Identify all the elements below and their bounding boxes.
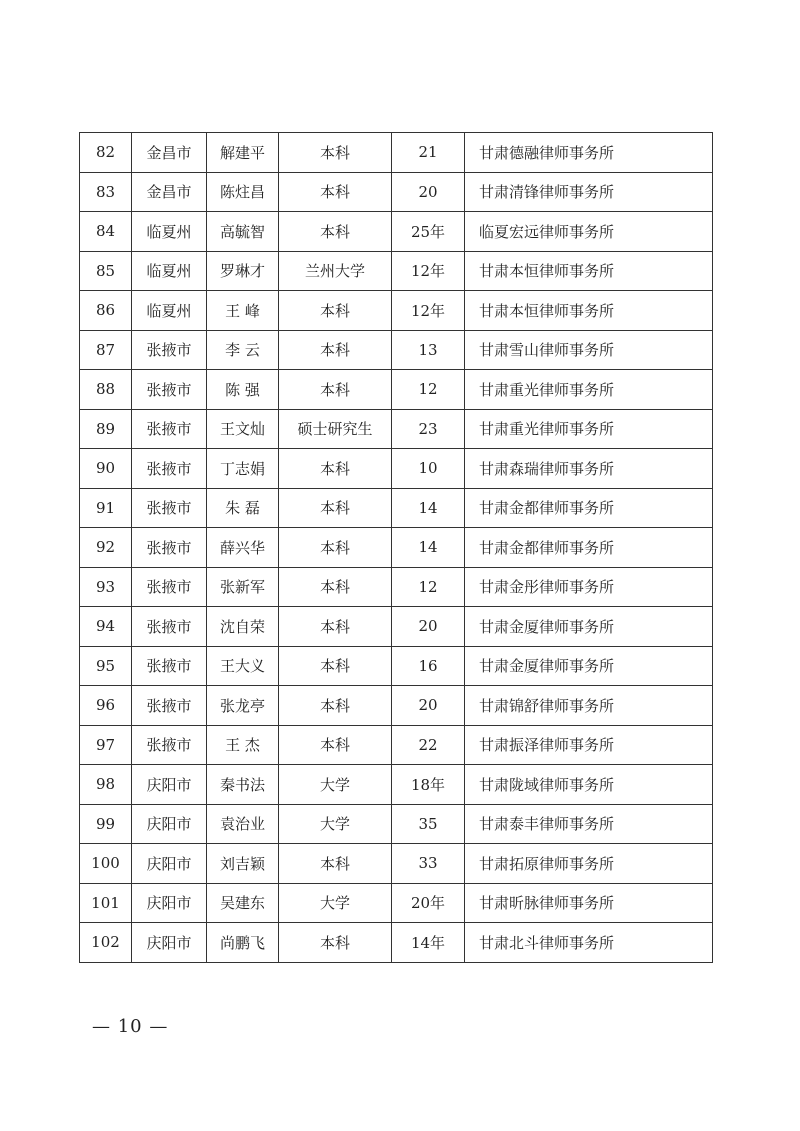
cell-law-firm: 甘肃金都律师事务所: [465, 488, 713, 528]
roster-table-body: [80, 133, 713, 963]
cell-education: 大学: [279, 883, 392, 923]
cell-years-practice: 25年: [392, 212, 465, 252]
cell-number: 91: [80, 488, 132, 528]
cell-city: 庆阳市: [132, 804, 207, 844]
cell-number: 92: [80, 528, 132, 568]
table-row: [80, 251, 713, 291]
cell-education: 本科: [279, 449, 392, 489]
cell-lawyer-name: 沈自荣: [207, 607, 279, 647]
cell-city: 临夏州: [132, 212, 207, 252]
cell-lawyer-name: 薛兴华: [207, 528, 279, 568]
cell-law-firm: 甘肃拓原律师事务所: [465, 844, 713, 884]
cell-years-practice: 20: [392, 607, 465, 647]
table-row: [80, 212, 713, 252]
cell-number: 88: [80, 370, 132, 410]
cell-city: 临夏州: [132, 291, 207, 331]
cell-education: 本科: [279, 330, 392, 370]
cell-years-practice: 23: [392, 409, 465, 449]
cell-years-practice: 33: [392, 844, 465, 884]
cell-education: 本科: [279, 567, 392, 607]
table-row: [80, 686, 713, 726]
cell-years-practice: 12年: [392, 251, 465, 291]
cell-law-firm: 甘肃金厦律师事务所: [465, 646, 713, 686]
cell-lawyer-name: 丁志娟: [207, 449, 279, 489]
cell-lawyer-name: 袁治业: [207, 804, 279, 844]
table-row: [80, 449, 713, 489]
cell-lawyer-name: 尚鹏飞: [207, 923, 279, 963]
cell-number: 100: [80, 844, 132, 884]
table-row: [80, 883, 713, 923]
cell-education: 本科: [279, 844, 392, 884]
cell-number: 83: [80, 172, 132, 212]
cell-law-firm: 甘肃重光律师事务所: [465, 409, 713, 449]
cell-law-firm: 甘肃森瑞律师事务所: [465, 449, 713, 489]
cell-lawyer-name: 王 峰: [207, 291, 279, 331]
cell-years-practice: 20年: [392, 883, 465, 923]
cell-education: 大学: [279, 804, 392, 844]
cell-education: 本科: [279, 212, 392, 252]
cell-education: 硕士研究生: [279, 409, 392, 449]
cell-number: 84: [80, 212, 132, 252]
cell-lawyer-name: 王 杰: [207, 725, 279, 765]
cell-lawyer-name: 罗琳才: [207, 251, 279, 291]
cell-education: 本科: [279, 488, 392, 528]
cell-lawyer-name: 解建平: [207, 133, 279, 173]
cell-years-practice: 20: [392, 686, 465, 726]
cell-number: 94: [80, 607, 132, 647]
cell-law-firm: 甘肃金都律师事务所: [465, 528, 713, 568]
cell-number: 96: [80, 686, 132, 726]
table-row: [80, 330, 713, 370]
cell-law-firm: 甘肃金彤律师事务所: [465, 567, 713, 607]
cell-education: 本科: [279, 370, 392, 410]
cell-education: 本科: [279, 133, 392, 173]
cell-years-practice: 12年: [392, 291, 465, 331]
cell-city: 张掖市: [132, 646, 207, 686]
cell-years-practice: 12: [392, 567, 465, 607]
cell-years-practice: 22: [392, 725, 465, 765]
cell-education: 本科: [279, 646, 392, 686]
cell-lawyer-name: 张龙亭: [207, 686, 279, 726]
table-row: [80, 133, 713, 173]
table-row: [80, 765, 713, 805]
table-row: [80, 528, 713, 568]
cell-city: 庆阳市: [132, 765, 207, 805]
cell-law-firm: 甘肃本恒律师事务所: [465, 291, 713, 331]
cell-number: 93: [80, 567, 132, 607]
cell-lawyer-name: 王文灿: [207, 409, 279, 449]
table-row: [80, 488, 713, 528]
cell-number: 86: [80, 291, 132, 331]
cell-lawyer-name: 刘吉颖: [207, 844, 279, 884]
cell-education: 本科: [279, 291, 392, 331]
cell-law-firm: 甘肃金厦律师事务所: [465, 607, 713, 647]
cell-city: 张掖市: [132, 725, 207, 765]
cell-years-practice: 35: [392, 804, 465, 844]
cell-years-practice: 13: [392, 330, 465, 370]
cell-law-firm: 甘肃振泽律师事务所: [465, 725, 713, 765]
cell-number: 95: [80, 646, 132, 686]
cell-law-firm: 甘肃昕脉律师事务所: [465, 883, 713, 923]
cell-lawyer-name: 李 云: [207, 330, 279, 370]
cell-number: 97: [80, 725, 132, 765]
cell-law-firm: 甘肃雪山律师事务所: [465, 330, 713, 370]
table-row: [80, 804, 713, 844]
cell-education: 本科: [279, 528, 392, 568]
cell-number: 89: [80, 409, 132, 449]
cell-city: 庆阳市: [132, 844, 207, 884]
cell-city: 庆阳市: [132, 883, 207, 923]
cell-city: 张掖市: [132, 370, 207, 410]
cell-city: 张掖市: [132, 449, 207, 489]
cell-city: 金昌市: [132, 133, 207, 173]
table-row: [80, 567, 713, 607]
cell-years-practice: 14: [392, 488, 465, 528]
table-row: [80, 725, 713, 765]
lawyer-roster-table: [79, 132, 713, 963]
cell-lawyer-name: 秦书法: [207, 765, 279, 805]
table-row: [80, 370, 713, 410]
cell-years-practice: 21: [392, 133, 465, 173]
cell-city: 张掖市: [132, 607, 207, 647]
cell-years-practice: 10: [392, 449, 465, 489]
cell-city: 金昌市: [132, 172, 207, 212]
cell-education: 兰州大学: [279, 251, 392, 291]
cell-years-practice: 16: [392, 646, 465, 686]
cell-number: 99: [80, 804, 132, 844]
cell-years-practice: 20: [392, 172, 465, 212]
cell-years-practice: 14: [392, 528, 465, 568]
cell-number: 82: [80, 133, 132, 173]
cell-city: 张掖市: [132, 567, 207, 607]
cell-city: 张掖市: [132, 528, 207, 568]
cell-city: 庆阳市: [132, 923, 207, 963]
cell-number: 101: [80, 883, 132, 923]
cell-years-practice: 18年: [392, 765, 465, 805]
cell-lawyer-name: 陈 强: [207, 370, 279, 410]
table-row: [80, 923, 713, 963]
cell-number: 85: [80, 251, 132, 291]
cell-number: 102: [80, 923, 132, 963]
cell-city: 张掖市: [132, 330, 207, 370]
cell-lawyer-name: 王大义: [207, 646, 279, 686]
cell-years-practice: 12: [392, 370, 465, 410]
cell-education: 本科: [279, 923, 392, 963]
cell-number: 98: [80, 765, 132, 805]
cell-lawyer-name: 吴建东: [207, 883, 279, 923]
cell-lawyer-name: 张新军: [207, 567, 279, 607]
cell-lawyer-name: 高毓智: [207, 212, 279, 252]
cell-education: 本科: [279, 607, 392, 647]
cell-education: 本科: [279, 686, 392, 726]
cell-number: 87: [80, 330, 132, 370]
cell-law-firm: 甘肃锦舒律师事务所: [465, 686, 713, 726]
table-row: [80, 291, 713, 331]
cell-law-firm: 甘肃陇域律师事务所: [465, 765, 713, 805]
cell-lawyer-name: 朱 磊: [207, 488, 279, 528]
cell-number: 90: [80, 449, 132, 489]
table-row: [80, 172, 713, 212]
table-row: [80, 607, 713, 647]
cell-law-firm: 甘肃清锋律师事务所: [465, 172, 713, 212]
cell-law-firm: 甘肃重光律师事务所: [465, 370, 713, 410]
cell-law-firm: 甘肃泰丰律师事务所: [465, 804, 713, 844]
cell-education: 本科: [279, 725, 392, 765]
page-number: — 10 —: [92, 1016, 169, 1037]
cell-city: 张掖市: [132, 686, 207, 726]
cell-law-firm: 甘肃德融律师事务所: [465, 133, 713, 173]
cell-education: 本科: [279, 172, 392, 212]
cell-years-practice: 14年: [392, 923, 465, 963]
cell-law-firm: 甘肃本恒律师事务所: [465, 251, 713, 291]
cell-law-firm: 甘肃北斗律师事务所: [465, 923, 713, 963]
cell-lawyer-name: 陈炷昌: [207, 172, 279, 212]
table-row: [80, 844, 713, 884]
table-row: [80, 646, 713, 686]
table-row: [80, 409, 713, 449]
cell-city: 张掖市: [132, 488, 207, 528]
cell-city: 张掖市: [132, 409, 207, 449]
cell-city: 临夏州: [132, 251, 207, 291]
cell-law-firm: 临夏宏远律师事务所: [465, 212, 713, 252]
cell-education: 大学: [279, 765, 392, 805]
